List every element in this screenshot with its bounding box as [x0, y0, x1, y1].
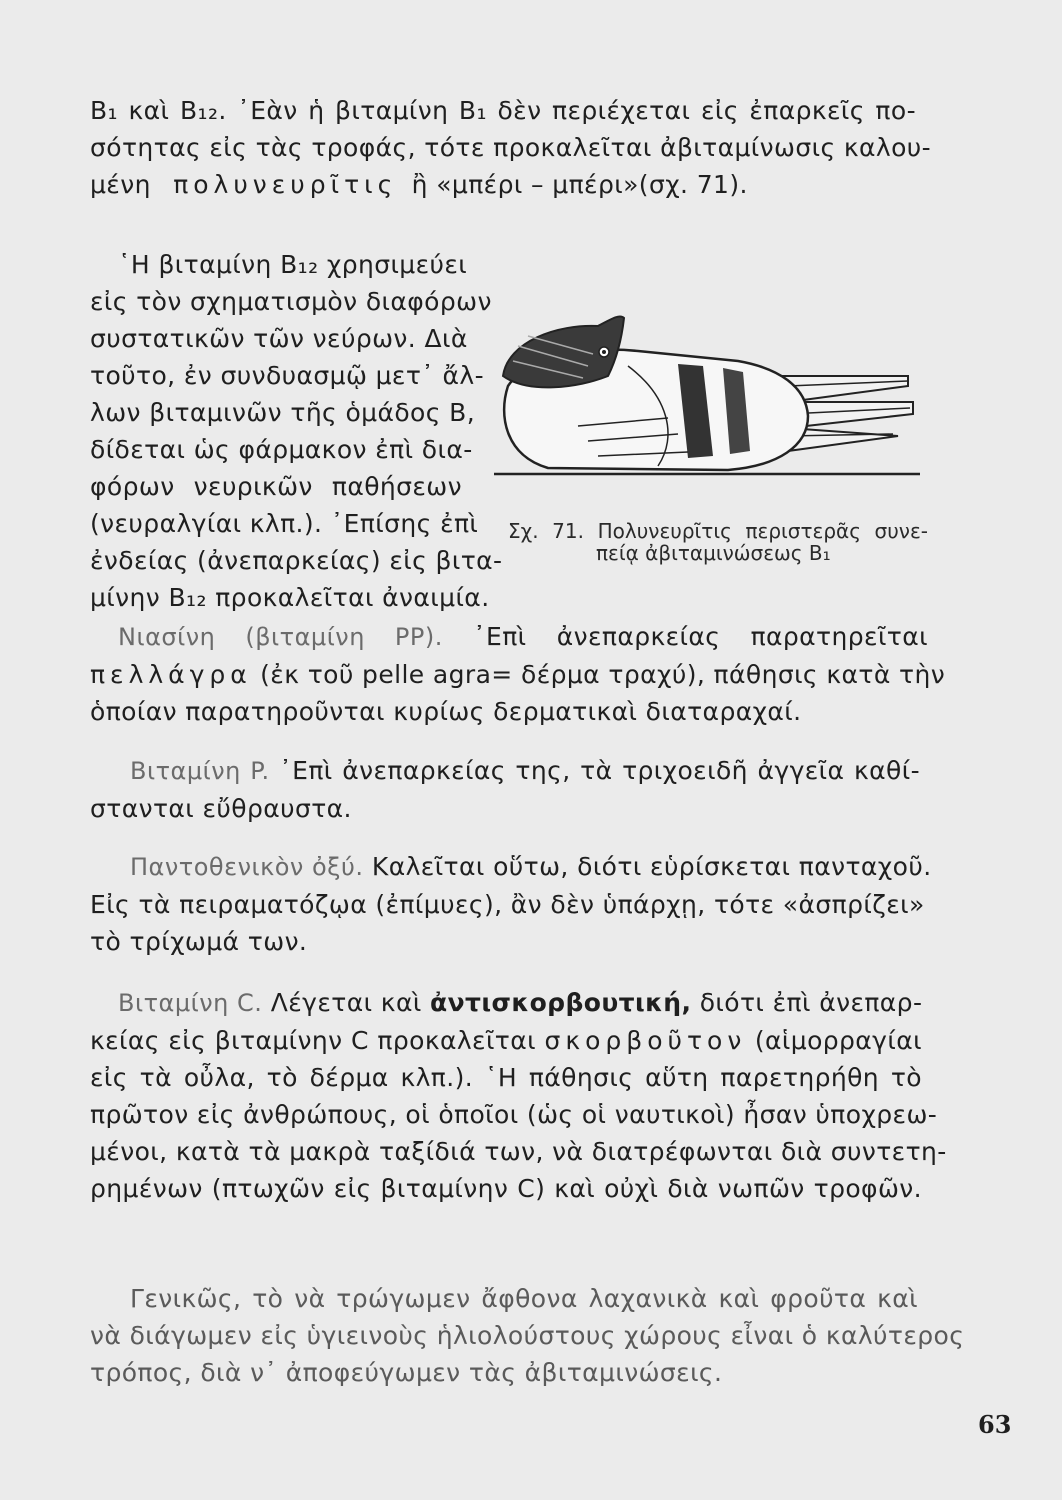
- heading-vitamin-p: Βιταμίνη P.: [130, 757, 270, 785]
- text-line: στανται εὔθραυστα.: [90, 794, 352, 823]
- text-line: μένοι, κατὰ τὰ μακρὰ ταξίδιά των, νὰ διατρέφωνται διὰ συντετη-: [90, 1137, 947, 1166]
- text-fragment: (ἐκ τοῦ pelle agra= δέρμα τραχύ), πάθησις κατὰ τὴν: [260, 660, 946, 689]
- text-line: [90, 1022, 922, 1059]
- text-line: πρῶτον εἰς ἀνθρώπους, οἱ ὁποῖοι (ὡς οἱ ναυτικοὶ) ἦσαν ὑποχρεω-: [90, 1100, 938, 1129]
- text-line: [90, 848, 932, 886]
- text-line: νὰ διάγωμεν εἰς ὑγιεινοὺς ἡλιολούστους χώρους εἶναι ὁ καλύτερος: [90, 1321, 965, 1350]
- text-line: εἰς τὸν σχηματισμὸν διαφόρων: [90, 287, 492, 316]
- term-scurvy: σκορβοῦτον: [544, 1026, 747, 1055]
- term-polyneuritis: πολυνευρῖτις: [173, 170, 398, 199]
- text-fragment: Λέγεται καὶ: [270, 988, 422, 1017]
- text-line: ῾Η βιταμίνη B₁₂ χρησιμεύει: [118, 250, 468, 279]
- heading-pantothenic-acid: Παντοθενικὸν ὀξύ.: [130, 853, 364, 881]
- paragraph-vitamin-b12: [90, 246, 503, 616]
- paragraph-vitamin-b1: [90, 92, 932, 203]
- page-number: 63: [978, 1410, 1012, 1439]
- text-line: [90, 166, 916, 203]
- text-line: φόρων νευρικῶν παθήσεων: [90, 472, 462, 501]
- term-pellagra: πελλάγρα: [90, 660, 252, 689]
- text-line: [90, 656, 946, 693]
- section-pantothenic-acid: [90, 848, 932, 960]
- text-line: (νευραλγίαι κλπ.). ᾽Επίσης ἐπὶ: [90, 509, 479, 538]
- text-line: B₁ καὶ B₁₂. ᾽Εὰν ἡ βιταμίνη B₁ δὲν περιέχεται εἰς ἐπαρκεῖς πο-: [90, 96, 916, 125]
- text-line: [90, 984, 922, 1022]
- text-line: [90, 752, 920, 790]
- text-line: ρημένων (πτωχῶν εἰς βιταμίνην C) καὶ οὐχὶ διὰ νωπῶν τροφῶν.: [90, 1174, 922, 1203]
- text-line: τρόπος, διὰ ν᾽ ἀποφεύγωμεν τὰς ἀβιταμινώσεις.: [90, 1358, 723, 1387]
- text-fragment: ἢ «μπέρι – μπέρι»(σχ. 71).: [411, 170, 748, 199]
- closing-paragraph: [90, 1280, 965, 1391]
- caption-line: πείᾳ ἀβιταμινώσεως B₁: [596, 541, 831, 565]
- figure-caption: [508, 520, 928, 564]
- text-line: μίνην B₁₂ προκαλεῖται ἀναιμία.: [90, 583, 490, 612]
- text-line: Εἰς τὰ πειραματόζῳα (ἐπίμυες), ἂν δὲν ὑπάρχῃ, τότε «ἀσπρίζει»: [90, 890, 925, 919]
- text-line: ἐνδείας (ἀνεπαρκείας) εἰς βιτα-: [90, 546, 503, 575]
- caption-line: Σχ. 71. Πολυνευρῖτις περιστερᾶς συνε-: [508, 519, 928, 543]
- text-line: συστατικῶν τῶν νεύρων. Διὰ: [90, 324, 468, 353]
- text-fragment: μένη: [90, 170, 151, 199]
- term-antiscorbutic: ἀντισκορβουτική,: [430, 988, 692, 1017]
- heading-niacin: Νιασίνη (βιταμίνη PP).: [118, 623, 443, 651]
- text-line: ὁποίαν παρατηροῦνται κυρίως δερματικαὶ διαταραχαί.: [90, 697, 802, 726]
- text-fragment: διότι ἐπὶ ἀνεπαρ-: [699, 988, 923, 1017]
- text-fragment: κείας εἰς βιταμίνην C προκαλεῖται: [90, 1026, 536, 1055]
- text-fragment: ᾽Επὶ ἀνεπαρκείας παρατηρεῖται: [473, 622, 928, 651]
- text-line: λων βιταμινῶν τῆς ὁμάδος B,: [90, 398, 476, 427]
- text-fragment: Καλεῖται οὕτω, διότι εὑρίσκεται πανταχοῦ.: [371, 852, 932, 881]
- text-fragment: (αἱμορραγίαι: [754, 1026, 922, 1055]
- text-fragment: ᾽Επὶ ἀνεπαρκείας της, τὰ τριχοειδῆ ἀγγεῖα καθί-: [279, 756, 920, 785]
- text-line: Γενικῶς, τὸ νὰ τρώγωμεν ἄφθονα λαχανικὰ καὶ φροῦτα καὶ: [130, 1284, 918, 1313]
- section-niacin: [90, 618, 946, 730]
- text-line: σότητας εἰς τὰς τροφάς, τότε προκαλεῖται ἀβιταμίνωσις καλου-: [90, 133, 932, 162]
- heading-vitamin-c: Βιταμίνη C.: [118, 989, 263, 1017]
- pigeon-illustration: [488, 306, 928, 486]
- text-line: τὸ τρίχωμά των.: [90, 927, 308, 956]
- text-line: τοῦτο, ἐν συνδυασμῷ μετ᾽ ἄλ-: [90, 361, 485, 390]
- text-line: εἰς τὰ οὖλα, τὸ δέρμα κλπ.). ῾Η πάθησις αὕτη παρετηρήθη τὸ: [90, 1063, 922, 1092]
- section-vitamin-p: [90, 752, 920, 827]
- figure-71: [488, 306, 928, 586]
- section-vitamin-c: [90, 984, 947, 1207]
- text-line: δίδεται ὡς φάρμακον ἐπὶ δια-: [90, 435, 473, 464]
- text-line: [90, 618, 928, 656]
